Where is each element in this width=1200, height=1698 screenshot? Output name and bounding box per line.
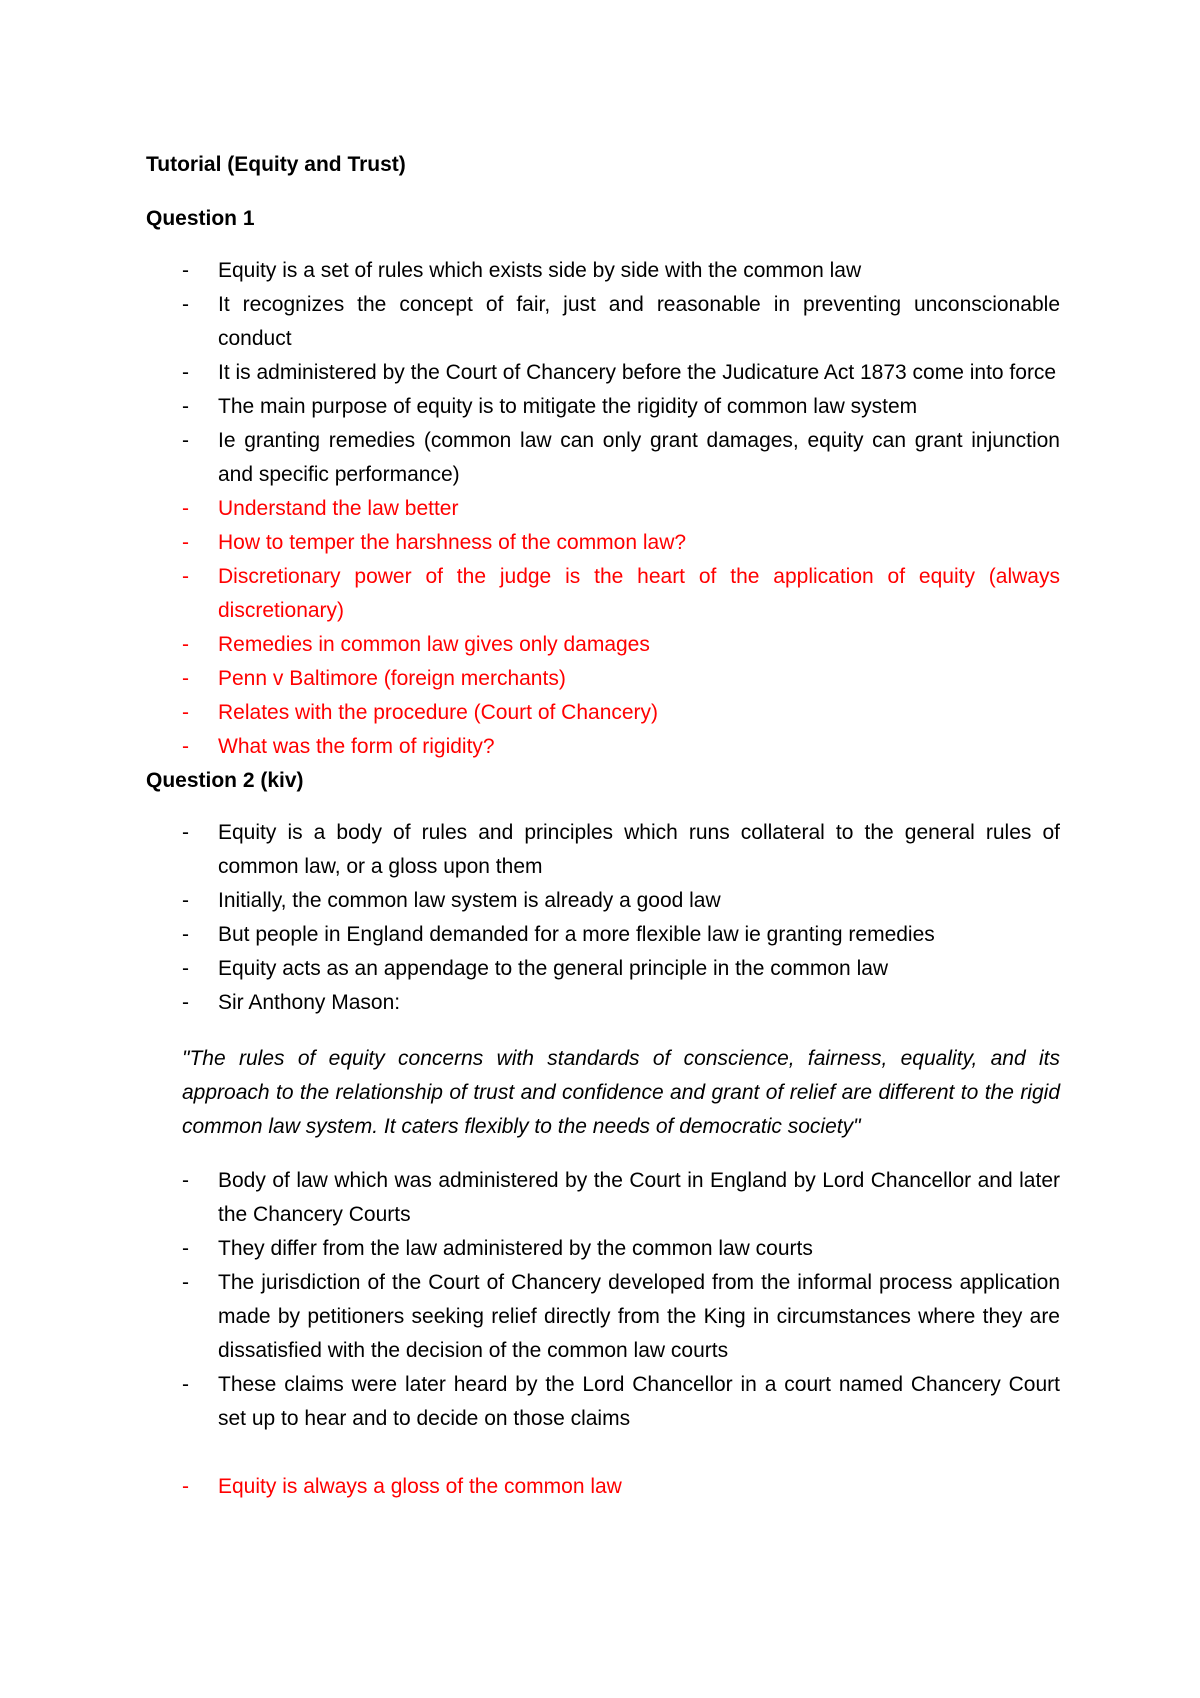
bullet-item: - The main purpose of equity is to mitigate the rigidity of common law system	[146, 390, 1060, 424]
bullet-item: - Sir Anthony Mason:	[146, 986, 1060, 1020]
bullet-item: - But people in England demanded for a more flexible law ie granting remedies	[146, 918, 1060, 952]
bullet-item: - Remedies in common law gives only damages	[146, 628, 1060, 662]
bullet-item: - Ie granting remedies (common law can only grant damages, equity can grant injunction and specific performance)	[146, 424, 1060, 492]
bullet-item: - It is administered by the Court of Chancery before the Judicature Act 1873 come into force	[146, 356, 1060, 390]
question-2-heading: Question 2 (kiv)	[146, 769, 304, 792]
bullet-item: - It recognizes the concept of fair, just and reasonable in preventing unconscionable conduct	[146, 288, 1060, 356]
bullet-item: - What was the form of rigidity?	[146, 730, 1060, 764]
question-1-heading: Question 1	[146, 207, 255, 230]
bullet-item: - These claims were later heard by the Lord Chancellor in a court named Chancery Court set up to hear and to decide on those claims	[146, 1368, 1060, 1436]
bullet-item: - Understand the law better	[146, 492, 1060, 526]
document-title: Tutorial (Equity and Trust)	[146, 153, 406, 176]
bullet-item: - Equity is always a gloss of the common law	[146, 1470, 1060, 1504]
question-2-list-b	[146, 1164, 1060, 1436]
mason-quote: "The rules of equity concerns with standards of conscience, fairness, equality, and its approach to the relationship of trust and confidence and grant of relief are different to the rigid common law system. It caters flexibly to the needs of democratic society"	[182, 1047, 1060, 1138]
question-1-list	[146, 254, 1060, 764]
bullet-item: - Body of law which was administered by the Court in England by Lord Chancellor and later the Chancery Courts	[146, 1164, 1060, 1232]
bullet-item: - Initially, the common law system is already a good law	[146, 884, 1060, 918]
bullet-item: - Equity is a set of rules which exists side by side with the common law	[146, 254, 1060, 288]
bullet-item: - They differ from the law administered by the common law courts	[146, 1232, 1060, 1266]
bullet-item: - Equity is a body of rules and principles which runs collateral to the general rules of common law, or a gloss upon them	[146, 816, 1060, 884]
bullet-item: - Relates with the procedure (Court of Chancery)	[146, 696, 1060, 730]
bullet-item: - How to temper the harshness of the common law?	[146, 526, 1060, 560]
bullet-item: - Penn v Baltimore (foreign merchants)	[146, 662, 1060, 696]
bullet-item: - The jurisdiction of the Court of Chancery developed from the informal process application made by petitioners seeking relief directly from the King in circumstances where they are dissatisfied with the decision of the common law courts	[146, 1266, 1060, 1368]
blank-line	[146, 1436, 1060, 1470]
bullet-item: - Equity acts as an appendage to the general principle in the common law	[146, 952, 1060, 986]
bullet-item: - Discretionary power of the judge is the heart of the application of equity (always discretionary)	[146, 560, 1060, 628]
document-content	[146, 148, 1060, 1504]
question-2-list-c	[146, 1470, 1060, 1504]
question-2-list-a	[146, 816, 1060, 1020]
